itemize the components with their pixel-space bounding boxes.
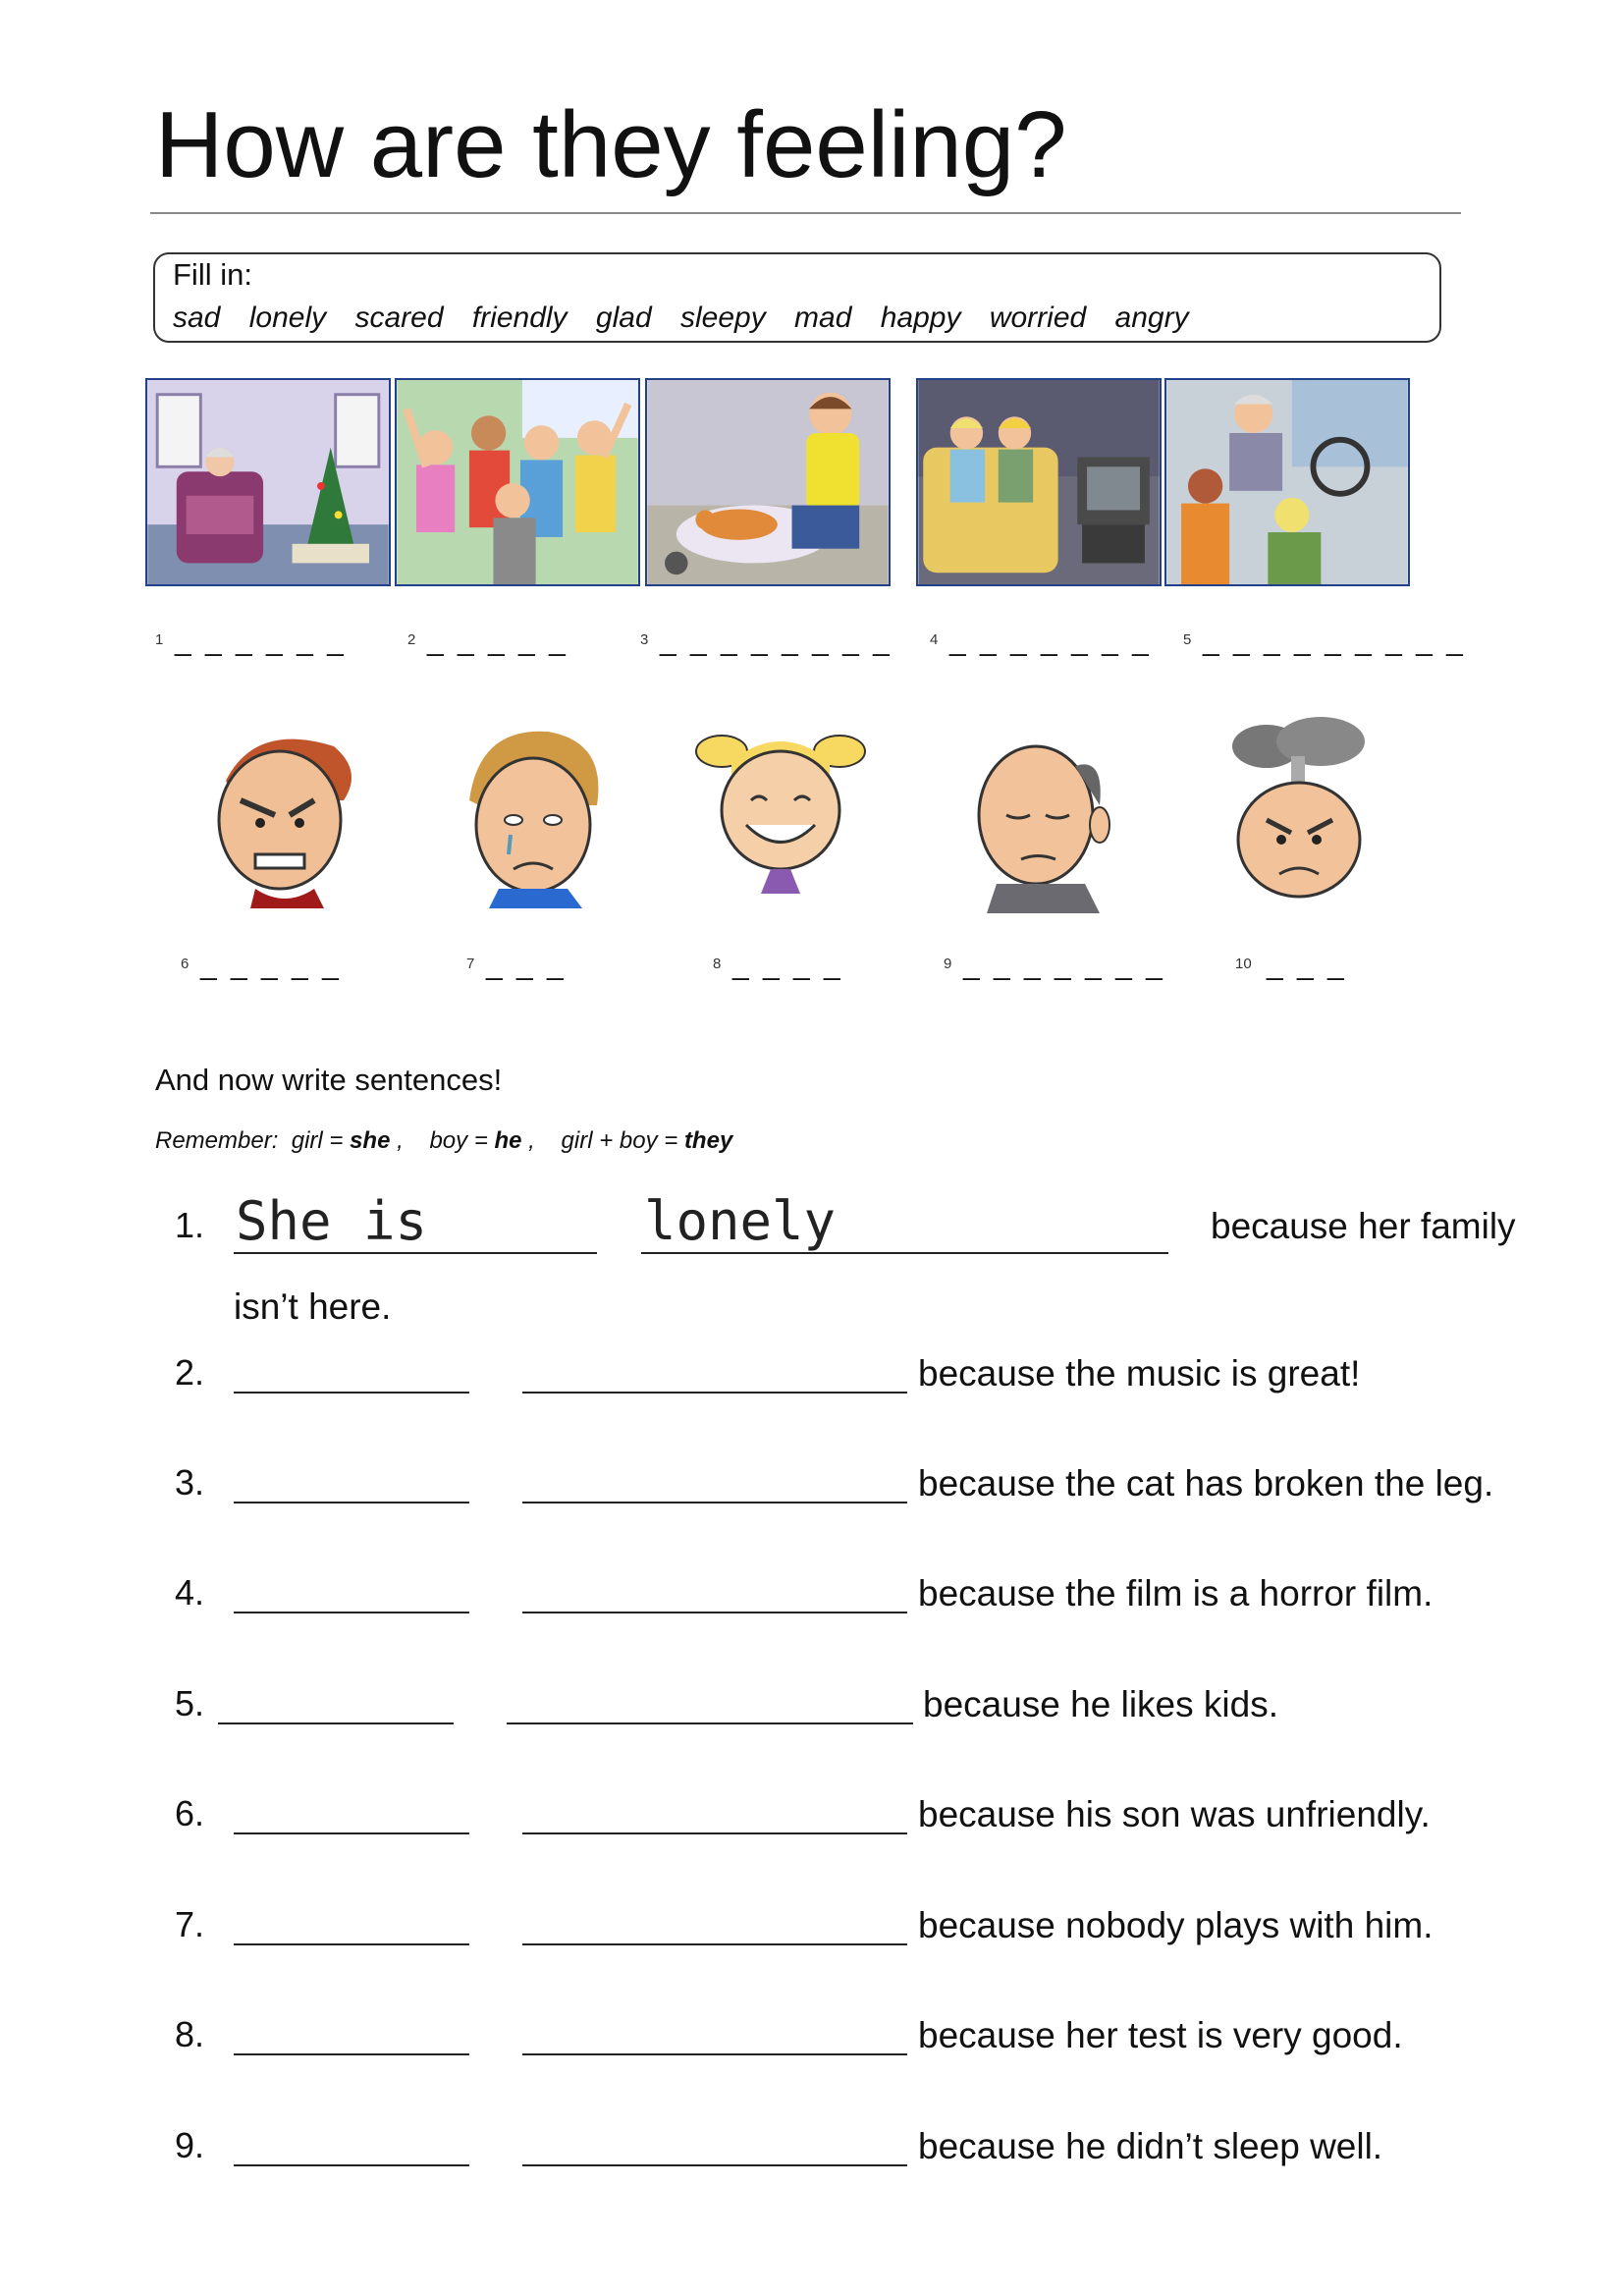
word-bank	[173, 301, 1210, 335]
blank-number: 8	[713, 956, 722, 972]
answer-blank-6[interactable]: _ _ _ _ _	[200, 949, 342, 981]
blank-number: 4	[930, 631, 939, 648]
answer-blank-7[interactable]: _ _ _	[486, 949, 567, 981]
fill-in-label: Fill in:	[173, 257, 252, 292]
word-bank-item: mad	[794, 301, 852, 334]
rule-text: girl + boy =	[561, 1127, 684, 1154]
word-bank-item: friendly	[471, 301, 568, 334]
rule-text: girl =	[291, 1127, 351, 1154]
subject-answer-line[interactable]	[234, 1943, 469, 1945]
feeling-answer-line[interactable]	[522, 1943, 907, 1945]
blank-number: 5	[1183, 631, 1192, 648]
feeling-line	[641, 1252, 1168, 1254]
subject-answer-line[interactable]	[234, 1392, 469, 1394]
handwritten-feeling: lonely	[644, 1190, 837, 1252]
sentence-number: 3.	[175, 1462, 205, 1503]
feeling-answer-line[interactable]	[522, 1392, 907, 1394]
blank-number: 3	[640, 631, 649, 648]
handwritten-subject: She is	[236, 1190, 428, 1252]
sentence-number: 6.	[175, 1793, 205, 1833]
blank-number: 2	[407, 631, 416, 648]
answer-blank-3[interactable]: _ _ _ _ _ _ _ _	[660, 625, 893, 657]
scene-happy-kids-illustration	[395, 378, 640, 586]
subject-answer-line[interactable]	[234, 1612, 469, 1613]
word-bank-item: glad	[595, 301, 652, 334]
subject-answer-line[interactable]	[234, 1502, 469, 1503]
subject-answer-line[interactable]	[234, 2164, 469, 2166]
answer-blank-4[interactable]: _ _ _ _ _ _ _	[949, 625, 1152, 657]
answer-blank-5[interactable]: _ _ _ _ _ _ _ _ _	[1203, 625, 1466, 657]
answer-blank-2[interactable]: _ _ _ _ _	[427, 625, 568, 657]
rule-pronoun: they	[683, 1127, 733, 1154]
subject-answer-line[interactable]	[218, 1722, 454, 1724]
remember-label: Remember:	[155, 1127, 279, 1154]
scene-scared-kids-illustration	[916, 378, 1162, 586]
word-bank-item: happy	[880, 301, 961, 334]
word-bank-item: worried	[989, 301, 1087, 334]
sentence-reason: because the cat has broken the leg.	[918, 1463, 1494, 1503]
title-underline	[150, 212, 1461, 214]
blank-number: 6	[181, 956, 189, 972]
sentence-reason: because her family	[1211, 1206, 1516, 1246]
sentence-number: 2.	[175, 1352, 205, 1393]
answer-blank-8[interactable]: _ _ _ _	[732, 949, 843, 981]
word-bank-item: angry	[1114, 301, 1189, 334]
rule-text: boy =	[429, 1127, 495, 1154]
subject-answer-line[interactable]	[234, 2053, 469, 2055]
feeling-answer-line[interactable]	[522, 1502, 907, 1503]
blank-number: 7	[466, 956, 475, 972]
rule-pronoun: he	[494, 1127, 522, 1154]
sad-boy-face-illustration	[450, 722, 626, 908]
mad-boy-face-illustration	[1213, 717, 1389, 903]
feeling-answer-line[interactable]	[507, 1722, 913, 1724]
section-heading: And now write sentences!	[155, 1063, 503, 1097]
sentence-reason-continued: isn’t here.	[234, 1286, 392, 1327]
sentence-reason: because nobody plays with him.	[918, 1905, 1434, 1945]
remember-hint: Remember: girl = she , boy = he , girl + boy = they	[155, 1127, 733, 1154]
answer-blank-1[interactable]: _ _ _ _ _ _	[175, 625, 347, 657]
blank-number: 9	[944, 956, 952, 972]
subject-answer-line[interactable]	[234, 1832, 469, 1834]
sentence-reason: because he didn’t sleep well.	[918, 2126, 1383, 2166]
answer-blank-9[interactable]: _ _ _ _ _ _ _	[963, 949, 1165, 981]
blank-number: 1	[155, 631, 164, 648]
sentence-reason: because her test is very good.	[918, 2015, 1403, 2055]
sentence-reason: because he likes kids.	[923, 1684, 1278, 1724]
sleepy-old-man-face-illustration	[957, 727, 1134, 913]
happy-girl-face-illustration	[692, 712, 869, 899]
word-bank-item: sleepy	[679, 301, 766, 334]
feeling-answer-line[interactable]	[522, 1832, 907, 1834]
word-bank-item: lonely	[248, 301, 327, 334]
sentence-number: 5.	[175, 1683, 205, 1723]
scene-friendly-driver-illustration	[1164, 378, 1410, 586]
answer-blank-10[interactable]: _ _ _	[1267, 949, 1347, 981]
angry-man-face-illustration	[196, 722, 373, 908]
feeling-answer-line[interactable]	[522, 2053, 907, 2055]
feeling-answer-line[interactable]	[522, 2164, 907, 2166]
sentence-reason: because the music is great!	[918, 1353, 1361, 1394]
word-bank-item: sad	[173, 301, 221, 334]
rule-pronoun: she	[350, 1127, 391, 1154]
feeling-answer-line[interactable]	[522, 1612, 907, 1613]
page-title: How are they feeling?	[155, 92, 1067, 197]
sentence-number: 8.	[175, 2014, 205, 2054]
sentence-number: 4.	[175, 1572, 205, 1613]
word-bank-item: scared	[354, 301, 444, 334]
scene-worried-boy-illustration	[645, 378, 891, 586]
scene-lonely-grandma-illustration	[145, 378, 391, 586]
subject-line	[234, 1252, 597, 1254]
sentence-number: 9.	[175, 2125, 205, 2165]
blank-number: 10	[1235, 956, 1252, 972]
sentence-reason: because the film is a horror film.	[918, 1573, 1434, 1613]
sentence-number: 1.	[175, 1205, 205, 1245]
sentence-reason: because his son was unfriendly.	[918, 1794, 1431, 1834]
sentence-number: 7.	[175, 1904, 205, 1944]
